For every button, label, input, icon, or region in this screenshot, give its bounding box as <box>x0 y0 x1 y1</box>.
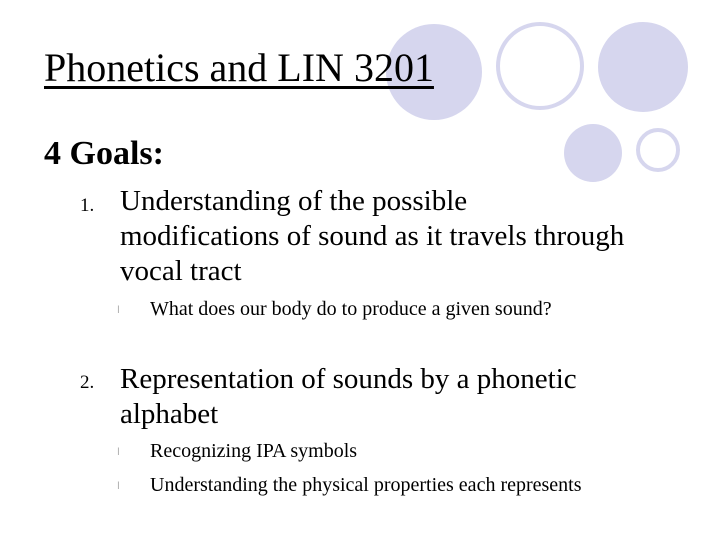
goals-heading: 4 Goals: <box>44 135 164 172</box>
goal-item-line: Understanding of the possible <box>120 185 468 217</box>
decorative-circle-small-filled <box>564 124 622 182</box>
bullet-icon: l <box>117 481 120 492</box>
goal-item-2 <box>120 362 680 432</box>
goal-item-line: modifications of sound as it travels through <box>120 220 625 252</box>
goal-item-line: vocal tract <box>120 255 242 287</box>
decorative-circle-small-outline <box>636 128 680 172</box>
bullet-icon: l <box>117 447 120 458</box>
goal-item-line: alphabet <box>120 398 219 430</box>
bullet-icon: l <box>117 305 120 316</box>
goal-item-line: Representation of sounds by a phonetic <box>120 363 577 395</box>
sub-bullet-text: Understanding the physical properties each represents <box>150 474 582 496</box>
goal-item-1 <box>120 184 680 289</box>
sub-bullet-text: Recognizing IPA symbols <box>150 440 358 462</box>
decorative-circle-outline <box>496 22 584 110</box>
slide-title: Phonetics and LIN 3201 <box>44 45 434 90</box>
decorative-circle-filled <box>598 22 688 112</box>
slide-title-container <box>44 44 434 92</box>
sub-bullet-text: What does our body do to produce a given sound? <box>150 298 552 320</box>
item-number: 2. <box>80 372 95 393</box>
item-number: 1. <box>80 195 95 216</box>
